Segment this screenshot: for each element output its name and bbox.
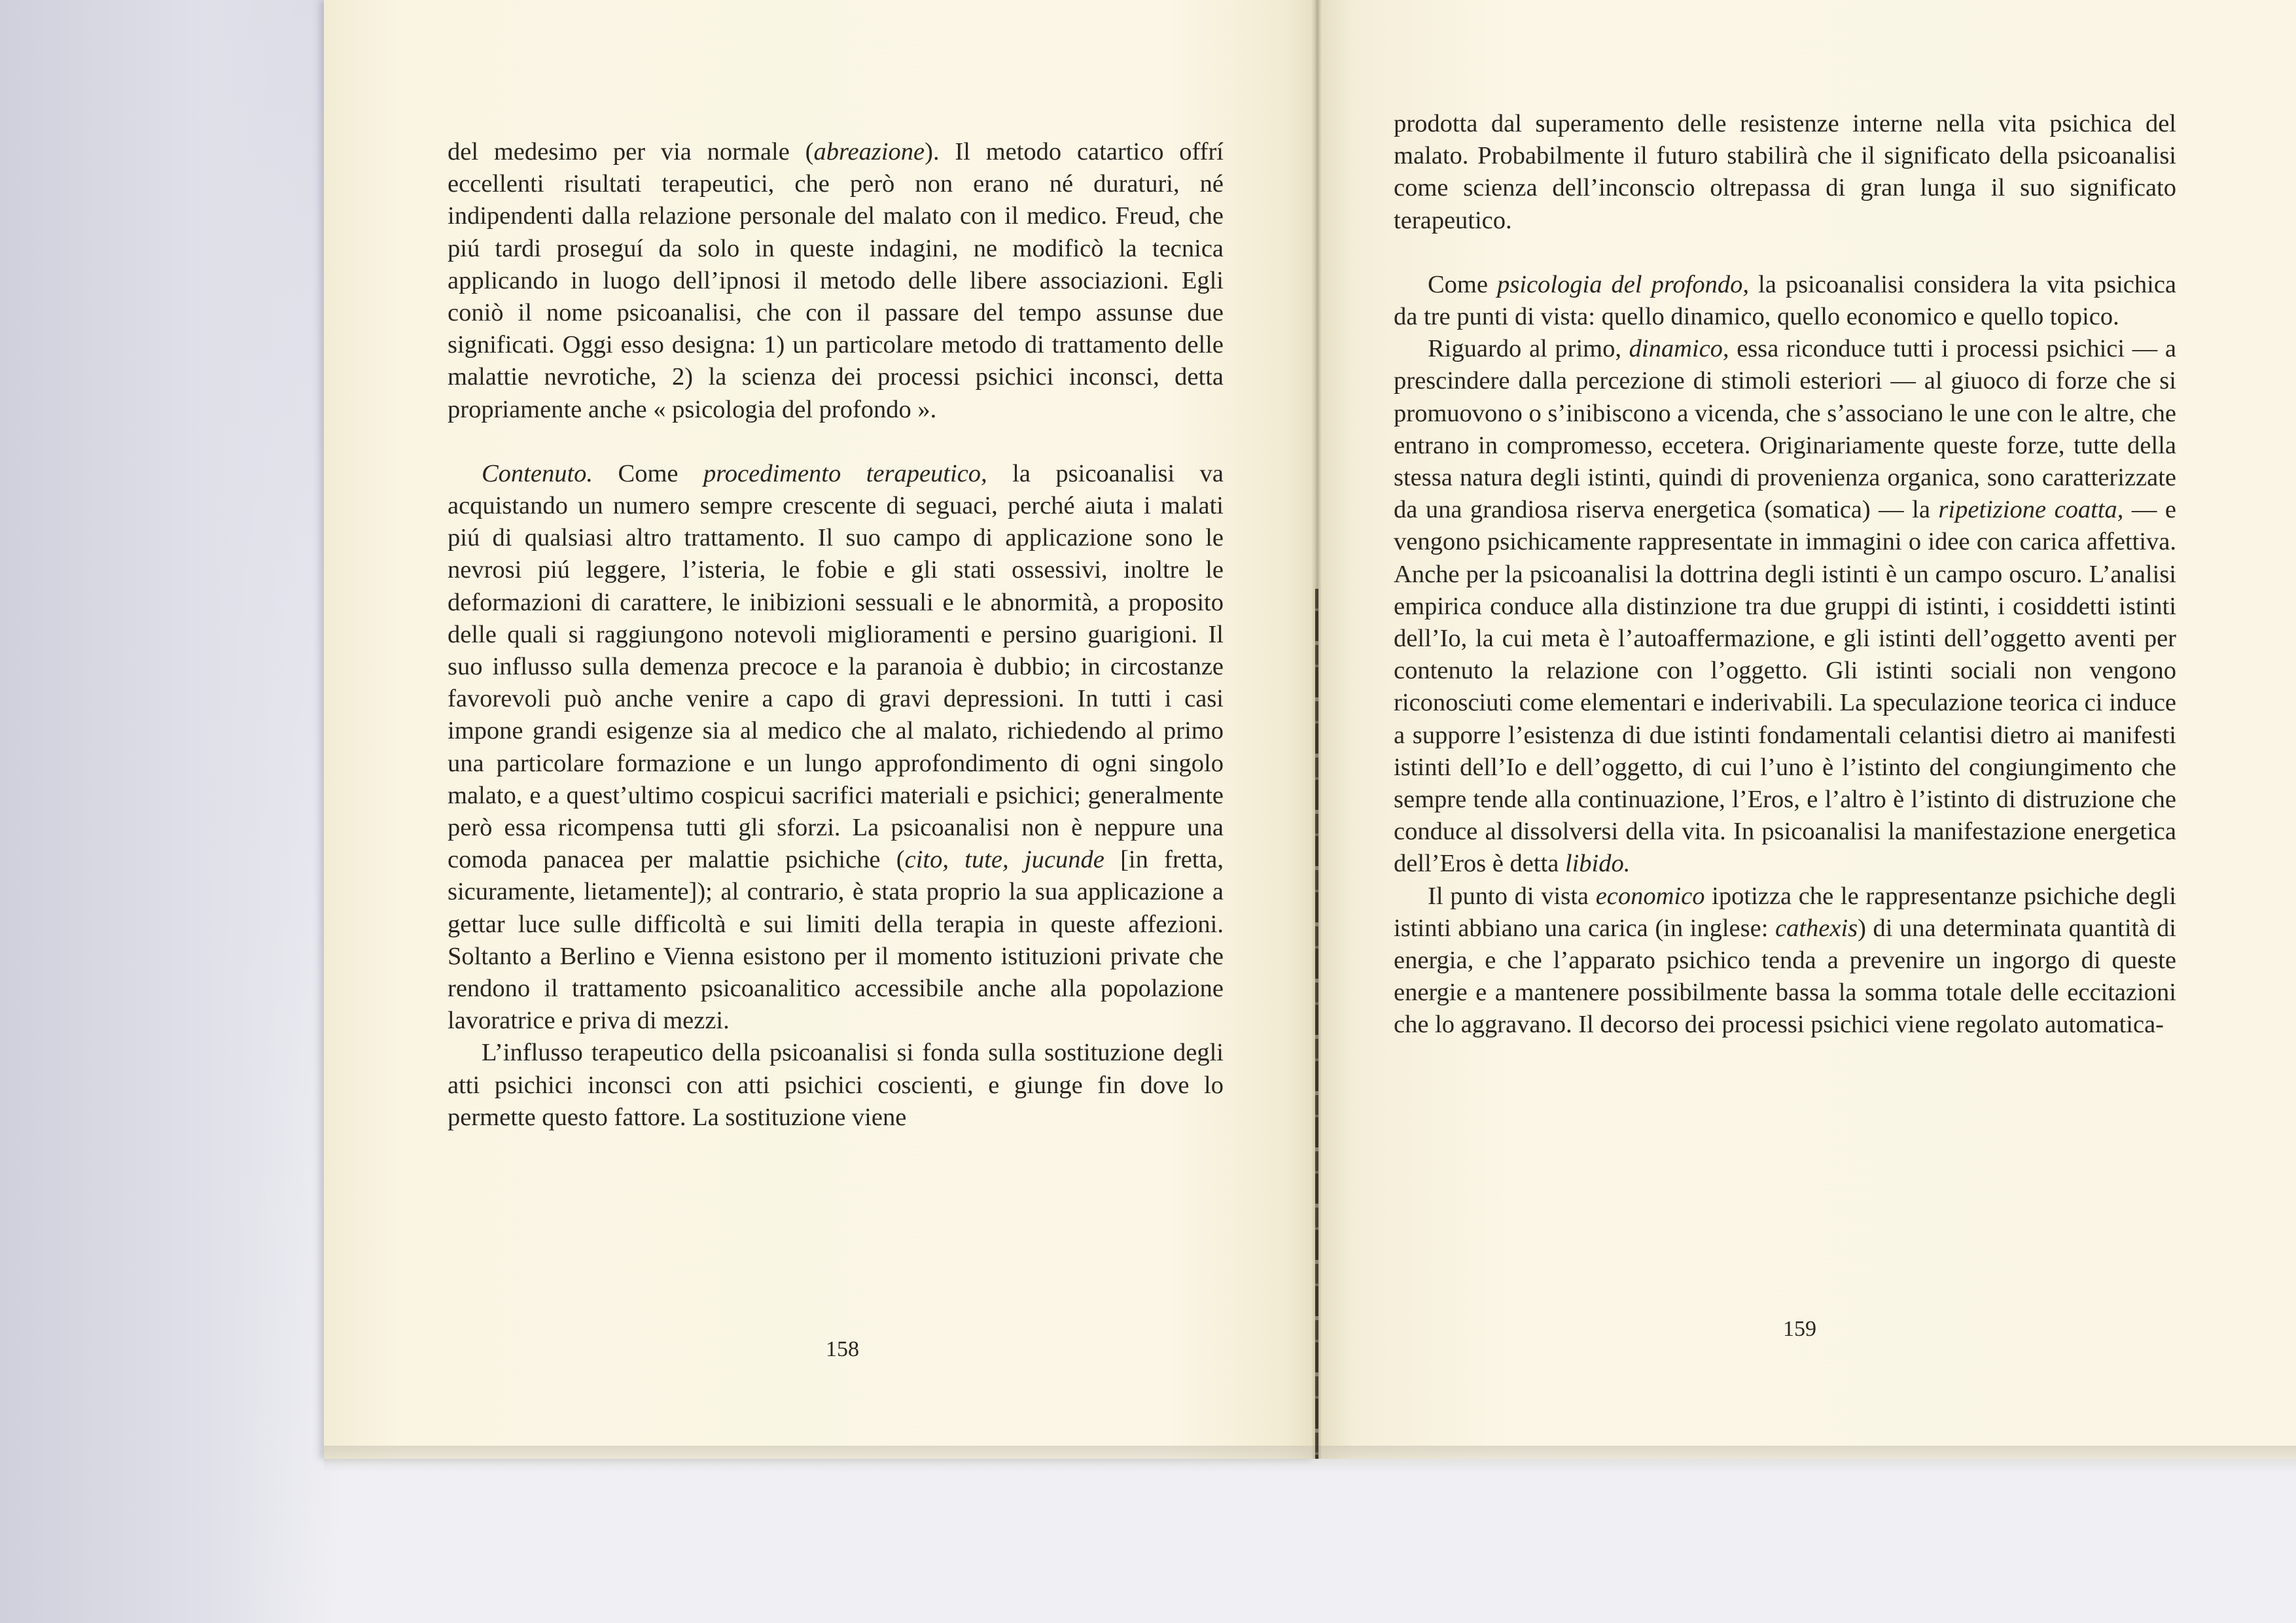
italic-text: cito, tute, jucunde: [904, 846, 1104, 874]
paragraph: Riguardo al primo, dinamico, essa riconduce tutti i processi psichici — a prescindere dalla percezione di stimoli esteriori — al giuoco di forze che si promuovono o s’inibiscono a vicenda, che s’associano le une con le altre, che entrano in compromesso, eccetera. Originariamente queste forze, tutte della stessa natura degli istinti, quindi di provenienza organica, sono caratterizzate da una grandiosa riserva energetica (somatica) — la ripetizione coatta, — e vengono psichicamente rappresentate in immagini o idee con carica affettiva. Anche per la psicoanalisi la dottrina degli istinti è un campo oscuro. L’analisi empirica conduce alla distinzione tra due gruppi di istinti, i cosiddetti istinti dell’Io, la cui meta è l’autoaffermazione, e gli istinti dell’oggetto aventi per contenuto la relazione con l’oggetto. Gli istinti sociali non vengono riconosciuti come elementari e inderivabili. La speculazione teorica ci induce a supporre l’esistenza di due istinti fondamentali celantisi dietro ai manifesti istinti dell’Io e dell’oggetto, di cui l’uno è l’istinto del congiungimento che sempre tende alla continuazione, l’Eros, e l’altro è l’istinto di distruzione che conduce al dissolversi della vita. In psicoanalisi la manifestazione energetica dell’Eros è detta libido.: [1394, 335, 2176, 878]
paragraph: Contenuto. Come procedimento terapeutico, la psicoanalisi va acquistando un numero sempre crescente di seguaci, perché aiuta i malati piú di qualsiasi altro trattamento. Il suo campo di applicazione sono le nevrosi piú leggere, l’isteria, le fobie e gli stati ossessivi, inoltre le deformazioni di carattere, le inibizioni sessuali e le abnormità, a proposito delle quali si raggiungono notevoli miglioramenti e persino guarigioni. Il suo influsso sulla demenza precoce e la paranoia è dubbio; in circostanze favorevoli può anche venire a capo di gravi depressioni. In tutti i casi impone grandi esigenze sia al medico che al malato, richiedendo al primo una particolare formazione e un lungo approfondimento di ogni singolo malato, e a quest’ultimo cospicui sacrifici materiali e psichici; generalmente però essa ricompensa tutti gli sforzi. La psicoanalisi non è neppure una comoda panacea per malattie psichiche (cito, tute, jucunde [in fretta, sicuramente, lietamente]); al contrario, è stata proprio la sua applicazione a gettar luce sulle difficoltà e sui limiti della terapia in queste affezioni. Soltanto a Berlino e Vienna esistono per il momento istituzioni private che rendono il trattamento psicoanalitico accessibile anche alla popolazione lavoratrice e priva di mezzi.: [448, 459, 1224, 1035]
italic-text: economico: [1595, 882, 1705, 910]
paragraph: del medesimo per via normale (abreazione). Il metodo catartico offrí eccellenti risultati terapeutici, che però non erano né duraturi, né indipendenti dalla relazione personale del malato con il medico. Freud, che piú tardi proseguí da solo in queste indagini, ne modificò la tecnica applicando in luogo dell’ipnosi il metodo delle libere associazioni. Egli coniò il nome psicoanalisi, che con il passare del tempo assunse due significati. Oggi esso designa: 1) un particolare metodo di trattamento delle malattie nevrotiche, 2) la scienza dei processi psichici inconsci, detta propriamente anche « psicologia del profondo ».: [448, 138, 1224, 423]
binding-thread: [1315, 589, 1318, 1459]
italic-text: cathexis: [1775, 914, 1858, 942]
paragraph: Come psicologia del profondo, la psicoanalisi considera la vita psichica da tre punti di vista: quello dinamico, quello economico e quello topico.: [1394, 270, 2177, 331]
page-bottom-shadow: [324, 1446, 2296, 1472]
italic-text: ripetizione coatta,: [1938, 496, 2124, 524]
italic-text: libido.: [1564, 850, 1631, 878]
italic-text: abreazione: [813, 138, 925, 166]
page-number-right: 159: [1783, 1317, 1816, 1341]
right-page-text: [1394, 108, 2176, 1041]
paragraph: prodotta dal superamento delle resistenze interne nella vita psichica del malato. Probabilmente il futuro stabilirà che il significato della psicoanalisi come scienza dell’inconscio oltrepassa di gran lunga il suo significato terapeutico.: [1394, 110, 2176, 234]
paragraph: Il punto di vista economico ipotizza che le rappresentanze psichiche degli istinti abbiano una carica (in inglese: cathexis) di una determinata quantità di energia, e che l’apparato psichico tenda a prevenire un ingorgo di queste energie e a mantenere possibilmente bassa la somma totale delle eccitazioni che lo aggravano. Il decorso dei processi psichici viene regolato automatica-: [1394, 882, 2177, 1039]
scanner-edge-shadow: [0, 0, 340, 1623]
italic-text: procedimento terapeutico,: [703, 459, 987, 487]
left-page-text: [448, 136, 1224, 1134]
italic-text: Contenuto.: [482, 459, 593, 487]
page-number-left: 158: [826, 1337, 859, 1361]
italic-text: dinamico,: [1629, 335, 1729, 363]
paragraph: L’influsso terapeutico della psicoanalisi si fonda sulla sostituzione degli atti psichici inconsci con atti psichici coscienti, e giunge fin dove lo permette questo fattore. La sostituzione viene: [448, 1039, 1224, 1131]
italic-text: psicologia del profondo,: [1497, 270, 1749, 298]
